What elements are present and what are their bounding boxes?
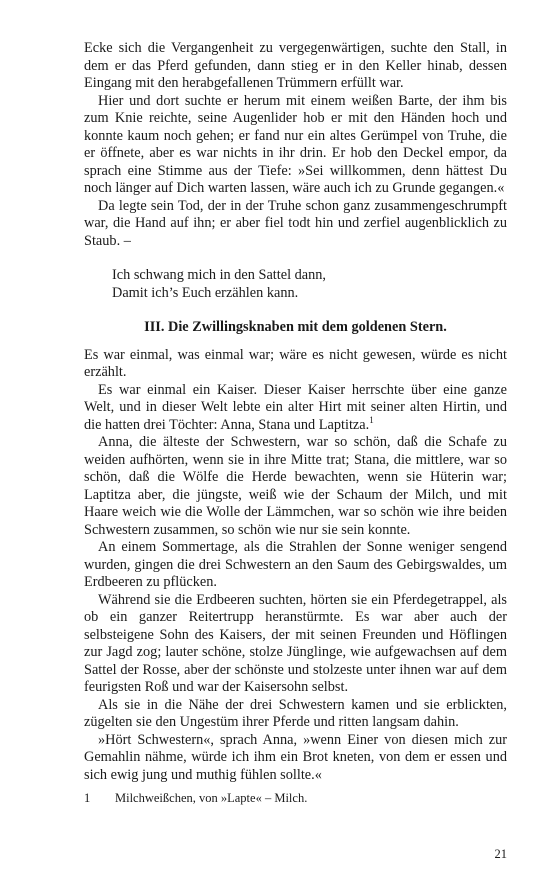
paragraph: Während sie die Erdbeeren suchten, hörten sie ein Pferdegetrappel, als ob ein ganzer Reitertrupp heranstürmte. Es war aber auch der selbsteigene Sohn des Kaisers, der mit seinen Freunden und Höflingen zur Jagd zog; lauter schöne, stolze Jünglinge, wie aufgewachsen auf dem Sattel der Rosse, aber der schönste und stolzeste unter ihnen war auf dem feurigsten Roß und war der Kaisersohn selbst. (84, 591, 507, 695)
verse-line: Ich schwang mich in den Sattel dann, (112, 267, 326, 283)
footnote (84, 790, 507, 806)
paragraph (84, 382, 507, 435)
page-body (84, 40, 507, 784)
paragraph-text: Es war einmal ein Kaiser. Dieser Kaiser herrschte über eine ganze Welt, und in dieser Welt lebte ein alter Hirt mit seiner alten Hirtin, und die hatten drei Töchter: Anna, Stana und Laptitza. (84, 381, 507, 433)
page-number: 21 (494, 847, 507, 861)
section-title: III. Die Zwillingsknaben mit dem goldenen Stern. (144, 319, 447, 335)
paragraph: Anna, die älteste der Schwestern, war so schön, daß die Schafe zu weiden aufhörten, wenn sie in ihre Mitte trat; Stana, die mittlere, war so schön, daß die Wölfe die Herde bewachten, wenn sie Hüterin war; Laptitza aber, die jüngste, weiß wie der Schaum der Milch, und mit Haare weich wie die Wolle der Lämmchen, war so schön wie ihre beiden Schwestern zusammen, so schön wie nur sie sein konnte. (84, 434, 507, 538)
paragraph: Es war einmal, was einmal war; wäre es nicht gewesen, würde es nicht erzählt. (84, 346, 507, 380)
footnote-reference[interactable]: 1 (369, 414, 374, 425)
paragraph: Da legte sein Tod, der in der Truhe schon ganz zusammengeschrumpft war, die Hand auf ihn; er aber fiel todt hin und zerfiel augenblicklich zu Staub. – (84, 197, 507, 249)
verse (112, 267, 507, 302)
footnote-text: Milchweißchen, von »Lapte« – Milch. (115, 791, 308, 805)
verse-line: Damit ich’s Euch erzählen kann. (112, 284, 299, 301)
paragraph: Hier und dort suchte er herum mit einem weißen Barte, der ihm bis zum Knie reichte, seine Augenlider hob er mit den Händen hoch und konnte kaum noch gehen; er fand nur ein altes Gerümpel von Truhe, die er öffnete, aber es war nichts in ihr drin. Er hob den Deckel empor, da sprach eine Stimme aus der Tiefe: »Sei willkommen, denn hättest Du noch länger auf Dich warten lassen, wäre auch ich zu Grunde gegangen.« (84, 92, 507, 196)
paragraph: »Hört Schwestern«, sprach Anna, »wenn Einer von diesen mich zur Gemahlin nähme, würde ich ihm ein Brot kneten, von dem er essen und sich ewig jung und muthig fühlen sollte.« (84, 731, 507, 783)
footnote-number: 1 (84, 791, 91, 805)
paragraph: Ecke sich die Vergangenheit zu vergegenwärtigen, suchte den Stall, in dem er das Pferd gefunden, dann stieg er in den Keller hinab, dessen Eingang mit den herabgefallenen Trümmern erfüllt war. (84, 40, 507, 91)
paragraph: An einem Sommertage, als die Strahlen der Sonne weniger sengend wurden, gingen die drei Schwestern an den Saum des Gebirgswaldes, um Erdbeeren zu pflücken. (84, 539, 507, 590)
paragraph: Als sie in die Nähe der drei Schwestern kamen und sie erblickten, zügelten sie den Ungestüm ihrer Pferde und ritten langsam dahin. (84, 696, 507, 730)
